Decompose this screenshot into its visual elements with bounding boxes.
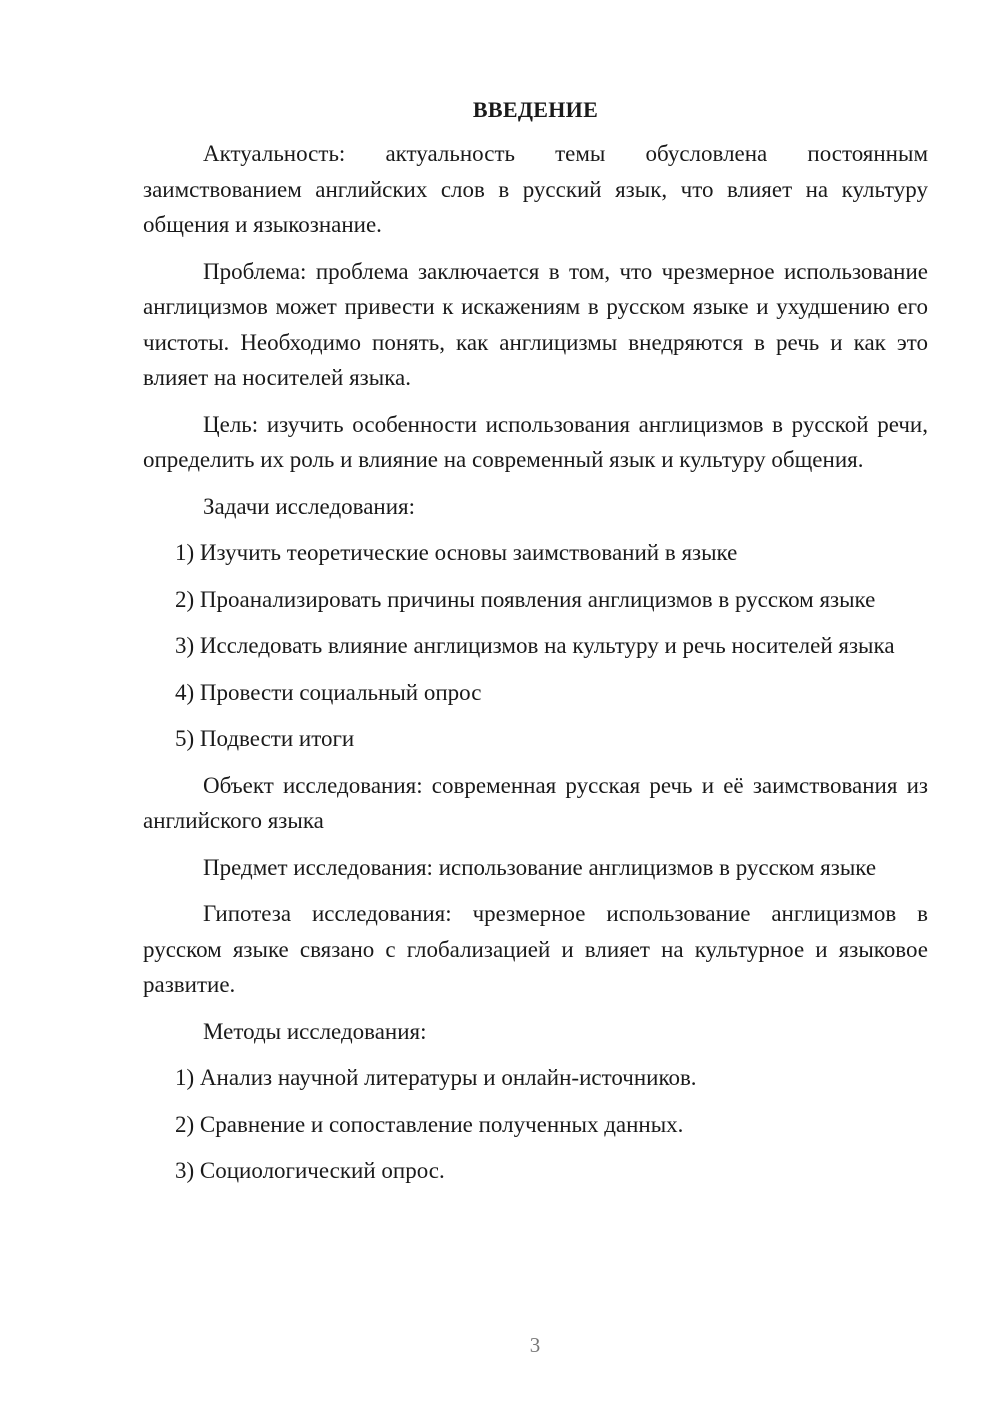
goal-paragraph: Цель: изучить особенности использования англицизмов в русской речи, определить их роль и влияние на современный язык и культуру общения. xyxy=(143,411,928,472)
section-title: ВВЕДЕНИЕ xyxy=(472,97,599,122)
method-item: 2) Сравнение и сопоставление полученных данных. xyxy=(175,1111,684,1137)
task-item: 4) Провести социальный опрос xyxy=(175,679,482,705)
object-paragraph: Объект исследования: современная русская речь и её заимствования из английского языка xyxy=(143,772,928,833)
task-item: 1) Изучить теоретические основы заимствований в языке xyxy=(175,540,738,565)
page-number: 3 xyxy=(529,1333,541,1357)
tasks-heading: Задачи исследования: xyxy=(203,493,416,519)
hypothesis-paragraph: Гипотеза исследования: чрезмерное использование англицизмов в русском языке связано с глобализацией и влияет на культурное и языковое развитие. xyxy=(143,901,928,997)
method-item: 3) Социологический опрос. xyxy=(175,1158,445,1183)
method-item: 1) Анализ научной литературы и онлайн-источников. xyxy=(175,1065,697,1090)
task-item: 5) Подвести итоги xyxy=(175,726,355,751)
task-item: 3) Исследовать влияние англицизмов на культуру и речь носителей языка xyxy=(175,633,895,658)
task-item: 2) Проанализировать причины появления англицизмов в русском языке xyxy=(175,586,876,612)
methods-heading: Методы исследования: xyxy=(203,1018,427,1044)
relevance-paragraph: Актуальность: актуальность темы обусловлена постоянным заимствованием английских слов в русский язык, что влияет на культуру общения и языкознание. xyxy=(143,141,928,237)
problem-paragraph: Проблема: проблема заключается в том, что чрезмерное использование англицизмов может привести к искажениям в русском языке и ухудшению его чистоты. Необходимо понять, как англицизмы внедряются в речь и как это влияет на носителей языка. xyxy=(143,258,928,390)
document-body xyxy=(143,92,928,1200)
subject-paragraph: Предмет исследования: использование англицизмов в русском языке xyxy=(203,854,877,880)
